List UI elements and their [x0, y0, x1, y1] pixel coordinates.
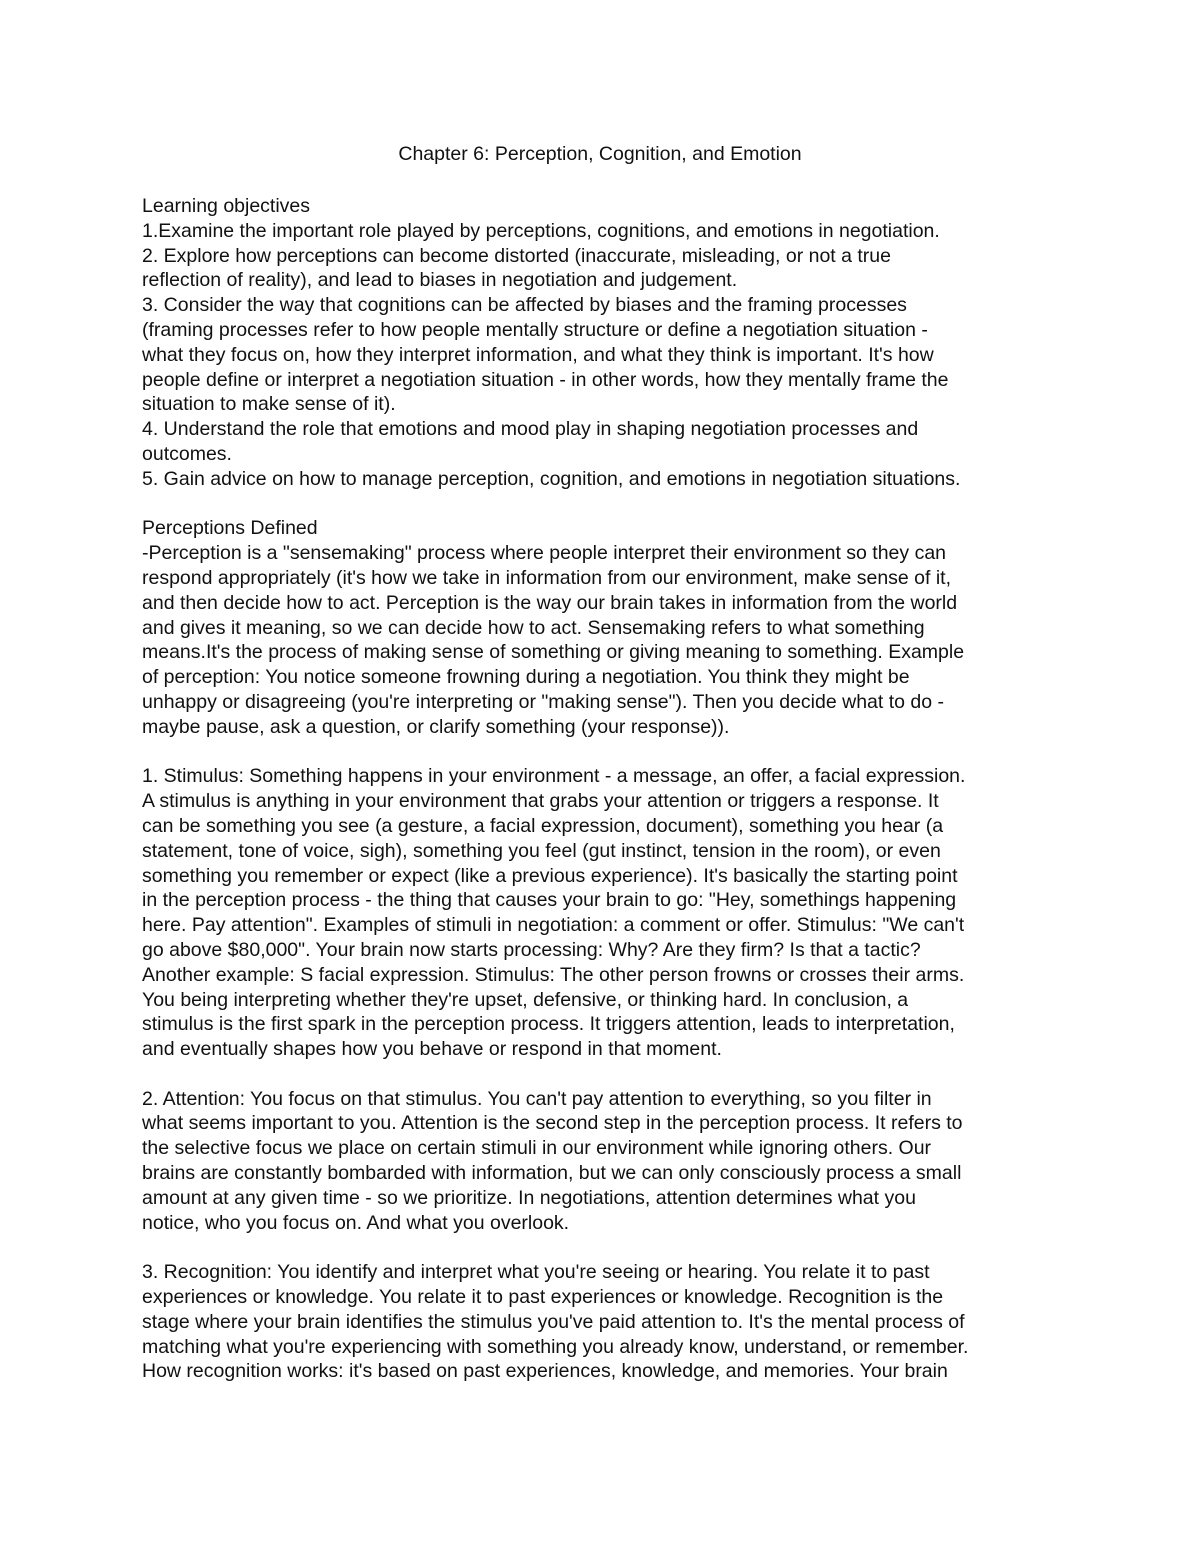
- text-line: Learning objectives: [142, 195, 311, 217]
- text-line: people define or interpret a negotiation situation - in other words, how they mentally frame the: [142, 368, 949, 391]
- paragraph: [142, 1087, 1072, 1236]
- text-line: Another example: S facial expression. Stimulus: The other person frowns or crosses their arms.: [142, 963, 965, 986]
- paragraph-spacer: [142, 1235, 1072, 1260]
- text-line: experiences or knowledge. You relate it to past experiences or knowledge. Recognition is the: [142, 1286, 944, 1309]
- text-line: the selective focus we place on certain stimuli in our environment while ignoring others. Our: [142, 1137, 932, 1160]
- text-line: brains are constantly bombarded with information, but we can only consciously process a small: [142, 1162, 962, 1185]
- text-line: stage where your brain identifies the stimulus you've paid attention to. It's the mental process of: [142, 1310, 965, 1333]
- paragraph: [142, 194, 1072, 492]
- text-line: something you remember or expect (like a previous experience). It's basically the starting point: [142, 864, 958, 887]
- text-line: notice, who you focus on. And what you overlook.: [142, 1211, 570, 1234]
- text-line: and eventually shapes how you behave or respond in that moment.: [142, 1038, 722, 1061]
- text-line: situation to make sense of it).: [142, 393, 396, 416]
- text-line: matching what you're experiencing with something you already know, understand, or remember.: [142, 1335, 969, 1358]
- text-line: amount at any given time - so we prioritize. In negotiations, attention determines what you: [142, 1186, 916, 1209]
- text-line: 1.Examine the important role played by perceptions, cognitions, and emotions in negotiation.: [142, 219, 940, 242]
- text-line: stimulus is the first spark in the perception process. It triggers attention, leads to interpretation,: [142, 1013, 955, 1036]
- text-line: outcomes.: [142, 442, 232, 465]
- paragraph-spacer: [142, 740, 1072, 765]
- text-line: of perception: You notice someone frowning during a negotiation. You think they might be: [142, 666, 910, 689]
- paragraph: [142, 516, 1072, 739]
- text-line: go above $80,000". Your brain now starts processing: Why? Are they firm? Is that a tactic?: [142, 938, 921, 961]
- text-line: A stimulus is anything in your environment that grabs your attention or triggers a response. It: [142, 790, 939, 813]
- document-body: [142, 194, 1072, 1384]
- page-title: Chapter 6: Perception, Cognition, and Emotion: [398, 143, 802, 165]
- text-line: 4. Understand the role that emotions and mood play in shaping negotiation processes and: [142, 418, 919, 441]
- text-line: You being interpreting whether they're upset, defensive, or thinking hard. In conclusion, a: [142, 988, 909, 1011]
- text-line: unhappy or disagreeing (you're interpreting or "making sense"). Then you decide what to do -: [142, 690, 945, 713]
- text-line: can be something you see (a gesture, a facial expression, document), something you hear (a: [142, 814, 944, 837]
- text-line: respond appropriately (it's how we take in information from our environment, make sense of it,: [142, 566, 952, 589]
- paragraph-spacer: [142, 492, 1072, 517]
- text-line: 2. Explore how perceptions can become distorted (inaccurate, misleading, or not a true: [142, 244, 891, 267]
- text-line: in the perception process - the thing that causes your brain to go: "Hey, somethings happening: [142, 889, 957, 912]
- text-line: (framing processes refer to how people mentally structure or define a negotiation situation -: [142, 318, 928, 341]
- paragraph: [142, 1260, 1072, 1384]
- text-line: what they focus on, how they interpret information, and what they think is important. It's how: [142, 343, 934, 366]
- text-line: 3. Recognition: You identify and interpret what you're seeing or hearing. You relate it to past: [142, 1261, 930, 1284]
- text-line: -Perception is a "sensemaking" process where people interpret their environment so they can: [142, 542, 947, 565]
- text-line: 3. Consider the way that cognitions can be affected by biases and the framing processes: [142, 294, 907, 317]
- text-line: here. Pay attention". Examples of stimuli in negotiation: a comment or offer. Stimulus: "We can't: [142, 914, 965, 937]
- text-line: 5. Gain advice on how to manage perception, cognition, and emotions in negotiation situations.: [142, 467, 961, 490]
- text-line: means.It's the process of making sense of something or giving meaning to something. Example: [142, 641, 965, 664]
- text-line: what seems important to you. Attention is the second step in the perception process. It refers to: [142, 1112, 963, 1135]
- text-line: How recognition works: it's based on past experiences, knowledge, and memories. Your brain: [142, 1360, 948, 1383]
- text-line: Perceptions Defined: [142, 517, 318, 540]
- text-line: 2. Attention: You focus on that stimulus. You can't pay attention to everything, so you filter in: [142, 1087, 932, 1110]
- text-line: 1. Stimulus: Something happens in your environment - a message, an offer, a facial expression.: [142, 765, 966, 788]
- text-line: maybe pause, ask a question, or clarify something (your response)).: [142, 715, 730, 738]
- text-line: and then decide how to act. Perception is the way our brain takes in information from the world: [142, 591, 958, 614]
- text-line: reflection of reality), and lead to biases in negotiation and judgement.: [142, 269, 738, 292]
- paragraph-spacer: [142, 1062, 1072, 1087]
- text-line: and gives it meaning, so we can decide how to act. Sensemaking refers to what something: [142, 616, 925, 639]
- text-line: statement, tone of voice, sigh), something you feel (gut instinct, tension in the room), or even: [142, 839, 941, 862]
- paragraph: [142, 764, 1072, 1062]
